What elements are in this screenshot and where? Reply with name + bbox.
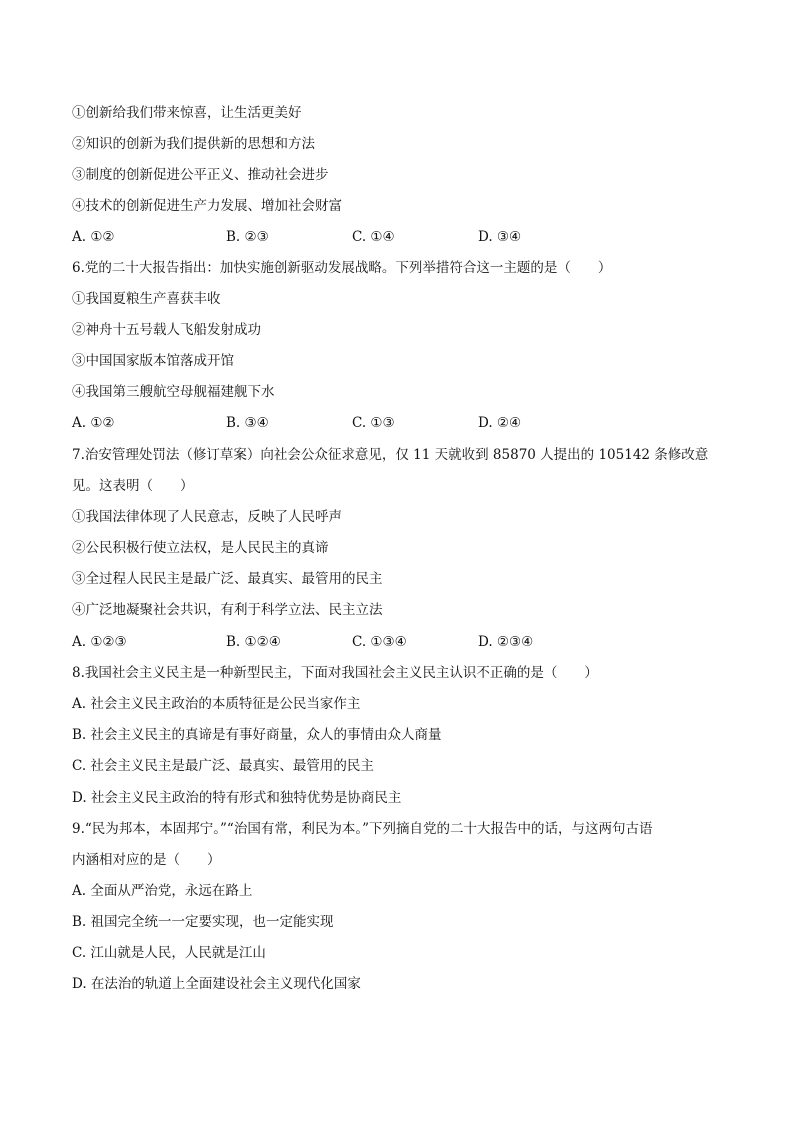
q5-item-4: ④技术的创新促进生产力发展、增加社会财富 — [72, 198, 342, 214]
q8-choice-b: B. 社会主义民主的真谛是有事好商量，众人的事情由众人商量 — [72, 727, 442, 743]
q7-item-3: ③全过程人民民主是最广泛、最真实、最管用的民主 — [72, 571, 383, 587]
q6-stem: 6.党的二十大报告指出：加快实施创新驱动发展战略。下列举措符合这一主题的是（ ） — [72, 260, 612, 276]
q5-item-1: ①创新给我们带来惊喜，让生活更美好 — [72, 105, 302, 121]
q9-choice-c: C. 江山就是人民，人民就是江山 — [72, 945, 266, 961]
q7-option-b: B. ①②④ — [226, 634, 281, 650]
q8-choice-a: A. 社会主义民主政治的本质特征是公民当家作主 — [72, 696, 361, 712]
q5-option-c: C. ①④ — [352, 229, 395, 245]
q8-choice-d: D. 社会主义民主政治的特有形式和独特优势是协商民主 — [72, 790, 402, 806]
q6-option-d: D. ②④ — [478, 415, 522, 431]
q9-choice-a: A. 全面从严治党，永远在路上 — [72, 883, 253, 899]
q7-option-c: C. ①③④ — [352, 634, 407, 650]
q5-option-a: A. ①② — [72, 229, 115, 245]
q6-option-c: C. ①③ — [352, 415, 395, 431]
q8-stem: 8.我国社会主义民主是一种新型民主，下面对我国社会主义民主认识不正确的是（ ） — [72, 665, 598, 681]
q9-choice-d: D. 在法治的轨道上全面建设社会主义现代化国家 — [72, 976, 361, 992]
q6-option-b: B. ③④ — [226, 415, 269, 431]
q7-item-2: ②公民积极行使立法权，是人民民主的真谛 — [72, 540, 329, 556]
q7-item-1: ①我国法律体现了人民意志，反映了人民呼声 — [72, 509, 342, 525]
q8-choice-c: C. 社会主义民主是最广泛、最真实、最管用的民主 — [72, 758, 374, 774]
q7-option-d: D. ②③④ — [478, 634, 534, 650]
q5-option-d: D. ③④ — [478, 229, 522, 245]
q9-choice-b: B. 祖国完全统一一定要实现，也一定能实现 — [72, 914, 334, 930]
q7-stem-line-2: 见。这表明（ ） — [72, 478, 194, 494]
q7-item-4: ④广泛地凝聚社会共识，有利于科学立法、民主立法 — [72, 602, 383, 618]
q6-item-3: ③中国国家版本馆落成开馆 — [72, 353, 234, 369]
q7-stem-line-1: 7.治安管理处罚法（修订草案）向社会公众征求意见，仅 11 天就收到 85870 人提出的 105142 条修改意 — [72, 447, 709, 463]
q9-stem-line-2: 内涵相对应的是（ ） — [72, 852, 221, 868]
q7-option-a: A. ①②③ — [72, 634, 127, 650]
q5-option-b: B. ②③ — [226, 229, 269, 245]
q9-stem-line-1: 9.“民为邦本，本固邦宁。”“治国有常，利民为本。”下列摘自党的二十大报告中的话，与这两句古语 — [72, 821, 653, 837]
q6-item-4: ④我国第三艘航空母舰福建舰下水 — [72, 384, 275, 400]
q6-item-2: ②神舟十五号载人飞船发射成功 — [72, 322, 261, 338]
q6-option-a: A. ①② — [72, 415, 115, 431]
q6-item-1: ①我国夏粮生产喜获丰收 — [72, 291, 221, 307]
q5-item-2: ②知识的创新为我们提供新的思想和方法 — [72, 136, 315, 152]
q5-item-3: ③制度的创新促进公平正义、推动社会进步 — [72, 167, 329, 183]
